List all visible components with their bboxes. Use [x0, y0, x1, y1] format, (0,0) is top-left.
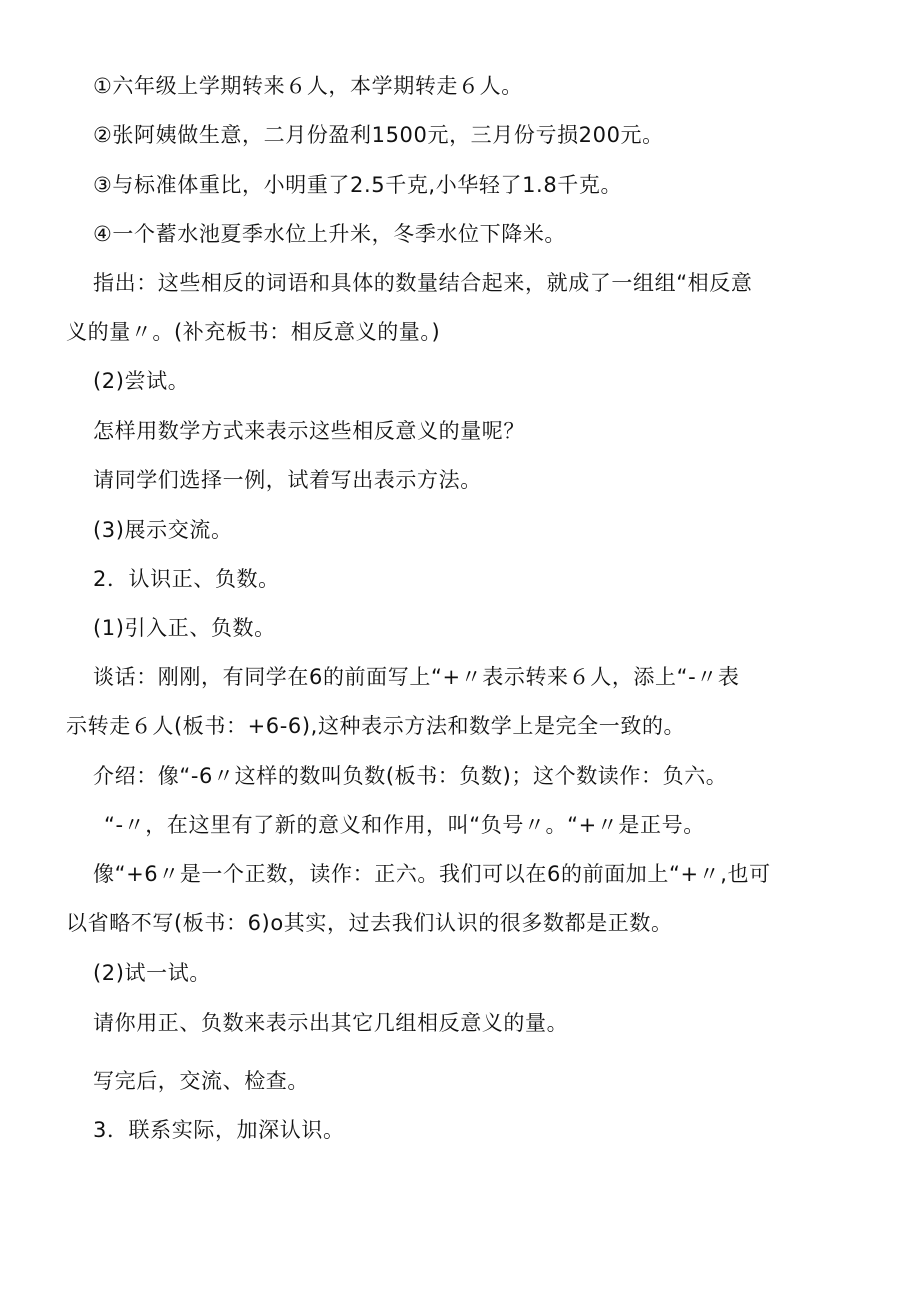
text-line-18: 以省略不写(板书：6)o其实，过去我们认识的很多数都是正数。	[66, 911, 673, 935]
text-line-9: 请同学们选择一例，试着写出表示方法。	[93, 468, 482, 492]
text-line-4: ④一个蓄水池夏季水位上升米，冬季水位下降米。	[93, 222, 567, 246]
text-line-20: 请你用正、负数来表示出其它几组相反意义的量。	[93, 1011, 569, 1035]
text-line-8: 怎样用数学方式来表示这些相反意义的量呢？	[93, 419, 525, 443]
text-line-7: (2)尝试。	[93, 369, 190, 393]
text-line-11: 2．认识正、负数。	[93, 567, 280, 591]
text-line-12: (1)引入正、负数。	[93, 616, 276, 640]
text-line-15: 介绍：像“-6〃这样的数叫负数(板书：负数)；这个数读作：负六。	[93, 764, 728, 788]
text-line-2: ②张阿姨做生意，二月份盈利1500元，三月份亏损200元。	[93, 123, 664, 147]
text-line-5: 指出：这些相反的词语和具体的数量结合起来，就成了一组组“相反意	[93, 271, 753, 295]
text-line-14: 示转走６人(板书：+6-6),这种表示方法和数学上是完全一致的。	[66, 714, 686, 738]
text-line-10: (3)展示交流。	[93, 518, 233, 542]
text-line-13: 谈话：刚刚，有同学在6的前面写上“+〃表示转来６人，添上“-〃表	[93, 665, 740, 689]
text-line-19: (2)试一试。	[93, 961, 211, 985]
text-line-17: 像“+6〃是一个正数，读作：正六。我们可以在6的前面加上“+〃,也可	[93, 862, 771, 886]
text-line-3: ③与标准体重比，小明重了2.5千克,小华轻了1.8千克。	[93, 173, 623, 197]
text-line-21: 写完后，交流、检查。	[93, 1069, 309, 1093]
text-line-22: 3．联系实际，加深认识。	[93, 1118, 345, 1142]
text-line-16: “-〃，在这里有了新的意义和作用，叫“负号〃。“+〃是正号。	[104, 813, 705, 837]
text-line-6: 义的量〃。(补充板书：相反意义的量。)	[66, 320, 441, 344]
text-line-1: ①六年级上学期转来６人，本学期转走６人。	[93, 74, 523, 98]
